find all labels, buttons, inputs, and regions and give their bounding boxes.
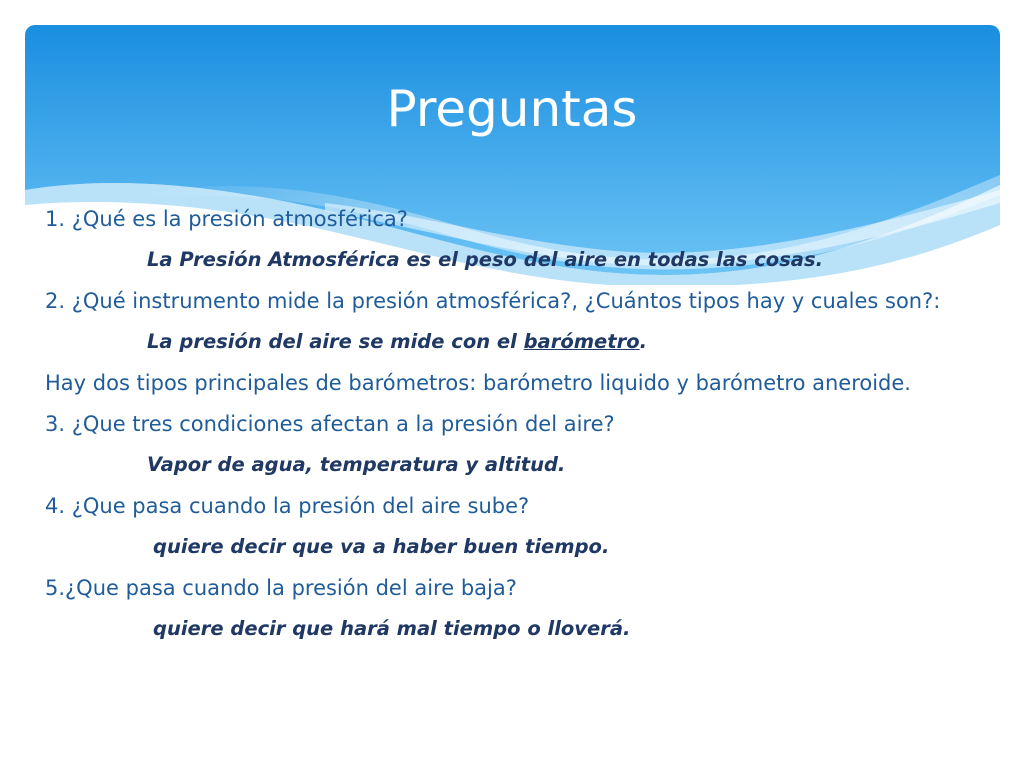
answer-1: La Presión Atmosférica es el peso del aire en todas las cosas. — [147, 248, 823, 271]
question-5: 5.¿Que pasa cuando la presión del aire baja? — [45, 576, 517, 600]
answer-3: Vapor de agua, temperatura y altitud. — [147, 453, 566, 476]
answer-2-suffix: . — [639, 330, 648, 353]
slide-body — [45, 203, 985, 654]
answer-2 — [45, 326, 985, 358]
answer-5: quiere decir que hará mal tiempo o lloverá. — [153, 617, 631, 640]
question-1: 1. ¿Qué es la presión atmosférica? — [45, 207, 408, 231]
barometro-link[interactable]: barómetro — [523, 330, 640, 353]
slide-title: Preguntas — [386, 80, 638, 138]
answer-2-prefix: La presión del aire se mide con el — [147, 330, 524, 353]
answer-4: quiere decir que va a haber buen tiempo. — [153, 535, 610, 558]
question-4: 4. ¿Que pasa cuando la presión del aire sube? — [45, 494, 530, 518]
question-2: 2. ¿Qué instrumento mide la presión atmosférica?, ¿Cuántos tipos hay y cuales son?: — [45, 289, 941, 313]
question-3: 3. ¿Que tres condiciones afectan a la presión del aire? — [45, 412, 615, 436]
barometer-types: Hay dos tipos principales de barómetros: barómetro liquido y barómetro aneroide. — [45, 371, 911, 395]
